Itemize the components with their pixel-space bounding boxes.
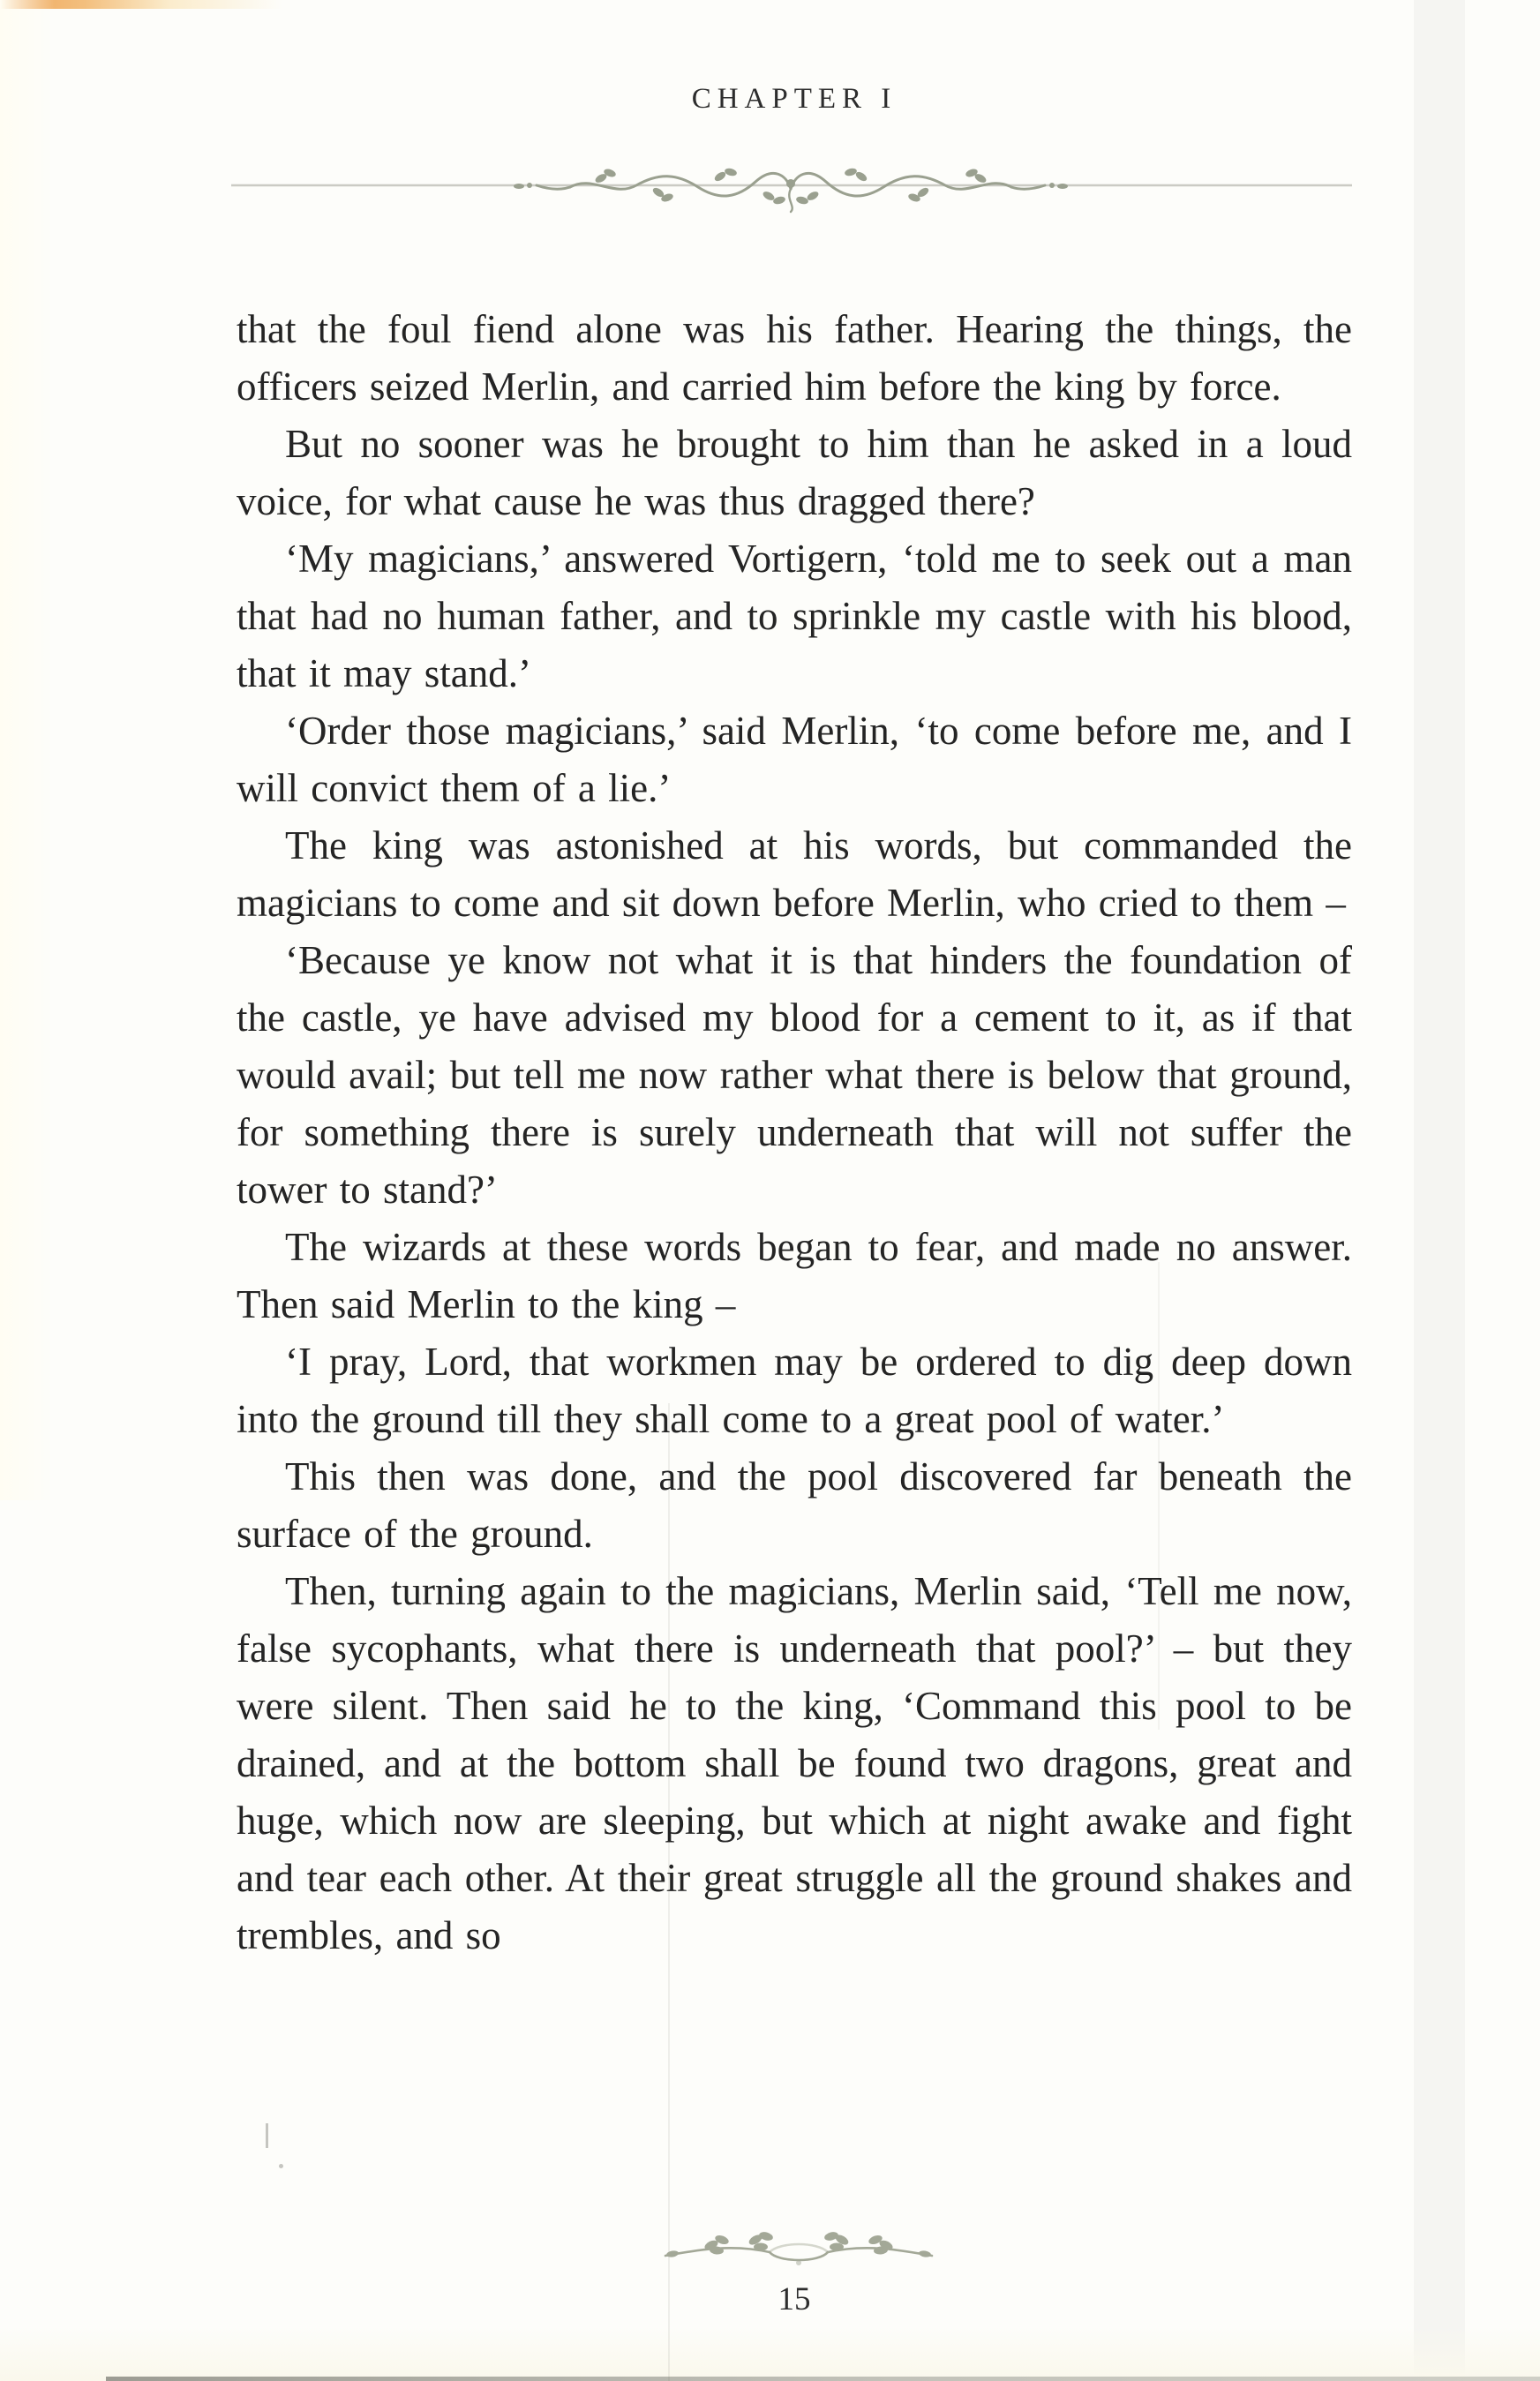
page-body (237, 301, 1352, 1964)
paragraph: This then was done, and the pool discovered far beneath the surface of the ground. (237, 1454, 1352, 1556)
paragraph: ‘I pray, Lord, that workmen may be ordered to dig deep down into the ground till they shall come to a great pool of water.’ (237, 1340, 1352, 1441)
print-speck (266, 2123, 268, 2148)
scan-edge-top-tint (0, 0, 282, 9)
scan-edge-left-tint (0, 0, 55, 1500)
print-speck (279, 2164, 283, 2168)
paragraph: that the foul fiend alone was his father. Hearing the things, the officers seized Merlin, and carried him before the king by force. (237, 307, 1352, 409)
floral-vine-divider-icon (229, 157, 1352, 214)
paragraph: The wizards at these words began to fear, and made no answer. Then said Merlin to the king – (237, 1225, 1352, 1326)
page-number: 15 (778, 2281, 811, 2317)
scan-edge-bottom-line (106, 2377, 1540, 2381)
paragraph: ‘Because ye know not what it is that hinders the foundation of the castle, ye have advised my blood for a cement to it, as if that would avail; but tell me now rather what there is below that ground, for something there is surely underneath that will not suffer the tower to stand?’ (237, 938, 1352, 1212)
paragraph: ‘Order those magicians,’ said Merlin, ‘to come before me, and I will convict them of a lie.’ (237, 709, 1352, 810)
paragraph: Then, turning again to the magicians, Merlin said, ‘Tell me now, false sycophants, what there is underneath that pool?’ – but they were silent. Then said he to the king, ‘Command this pool to be drained, and at the bottom shall be found two dragons, great and huge, which now are sleeping, but which at night awake and fight and tear each other. At their great struggle all the ground shakes and trembles, and so (237, 1569, 1352, 1957)
paragraph: ‘My magicians,’ answered Vortigern, ‘told me to seek out a man that had no human father, and to sprinkle my castle with his blood, that it may stand.’ (237, 537, 1352, 695)
paragraph: The king was astonished at his words, but commanded the magicians to come and sit down before Merlin, who cried to them – (237, 823, 1352, 925)
paragraph: But no sooner was he brought to him than he asked in a loud voice, for what cause he was thus dragged there? (237, 422, 1352, 523)
floral-vine-spray-icon (660, 2229, 937, 2275)
scan-edge-bottom-tint (0, 2326, 1540, 2381)
chapter-heading: CHAPTER I (691, 83, 898, 115)
scan-edge-right-strip (1414, 0, 1465, 2381)
